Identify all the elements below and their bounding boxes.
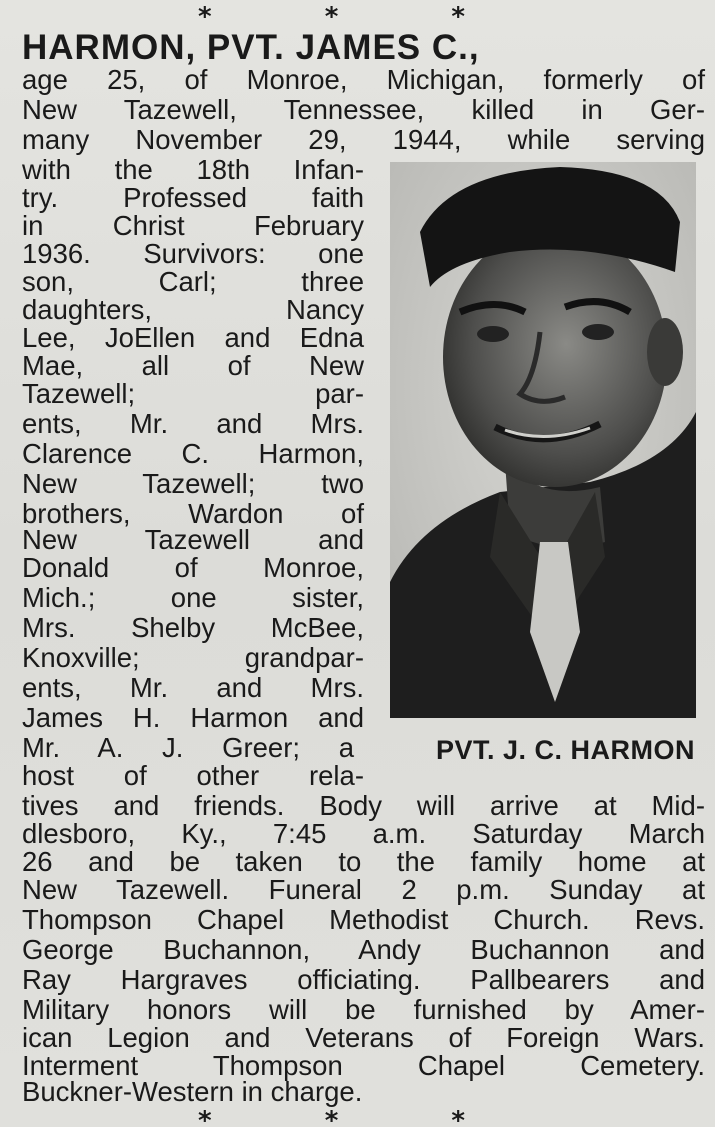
body-line: James H. Harmon and (22, 702, 364, 733)
body-line: ican Legion and Veterans of Foreign Wars. (22, 1022, 705, 1053)
portrait-photo (390, 162, 696, 718)
top-ornament: * * * (198, 2, 517, 32)
body-line: Mae, all of New (22, 350, 364, 381)
obituary-headline: HARMON, PVT. JAMES C., (22, 28, 480, 67)
body-line: ents, Mr. and Mrs. (22, 408, 364, 439)
body-line: Military honors will be furnished by Amer- (22, 994, 705, 1025)
body-line: Mich.; one sister, (22, 582, 364, 613)
body-line: dlesboro, Ky., 7:45 a.m. Saturday March (22, 818, 705, 849)
body-line: Lee, JoEllen and Edna (22, 322, 364, 353)
body-line: try. Professed faith (22, 182, 364, 213)
body-line: son, Carl; three (22, 266, 364, 297)
body-line: Clarence C. Harmon, (22, 438, 364, 469)
body-line: host of other rela- (22, 760, 364, 791)
body-line: Thompson Chapel Methodist Church. Revs. (22, 904, 705, 935)
photo-caption: PVT. J. C. HARMON (435, 735, 695, 765)
body-line: Ray Hargraves officiating. Pallbearers and (22, 964, 705, 995)
body-line: New Tazewell; two (22, 468, 364, 499)
body-line: Interment Thompson Chapel Cemetery. (22, 1050, 705, 1081)
body-line: New Tazewell, Tennessee, killed in Ger- (22, 94, 705, 125)
body-line: Donald of Monroe, (22, 552, 364, 583)
body-line: tives and friends. Body will arrive at Mid- (22, 790, 705, 821)
body-line: New Tazewell. Funeral 2 p.m. Sunday at (22, 874, 705, 905)
body-line: Buckner-Western in charge. (22, 1076, 363, 1107)
body-line: 1936. Survivors: one (22, 238, 364, 269)
body-line: 26 and be taken to the family home at (22, 846, 705, 877)
body-line: Tazewell; par- (22, 378, 364, 409)
body-line: brothers, Wardon of (22, 498, 364, 529)
body-line: George Buchannon, Andy Buchannon and (22, 934, 705, 965)
body-line: many November 29, 1944, while serving (22, 124, 705, 155)
bottom-ornament: * * * (198, 1106, 517, 1127)
body-line: ents, Mr. and Mrs. (22, 672, 364, 703)
body-line: in Christ February (22, 210, 364, 241)
body-line: Knoxville; grandpar- (22, 642, 364, 673)
body-line: with the 18th Infan- (22, 154, 364, 185)
body-line: New Tazewell and (22, 524, 364, 555)
body-line: age 25, of Monroe, Michigan, formerly of (22, 64, 705, 95)
body-line: Mrs. Shelby McBee, (22, 612, 364, 643)
body-line: Mr. A. J. Greer; a (22, 732, 354, 763)
body-line: daughters, Nancy (22, 294, 364, 325)
